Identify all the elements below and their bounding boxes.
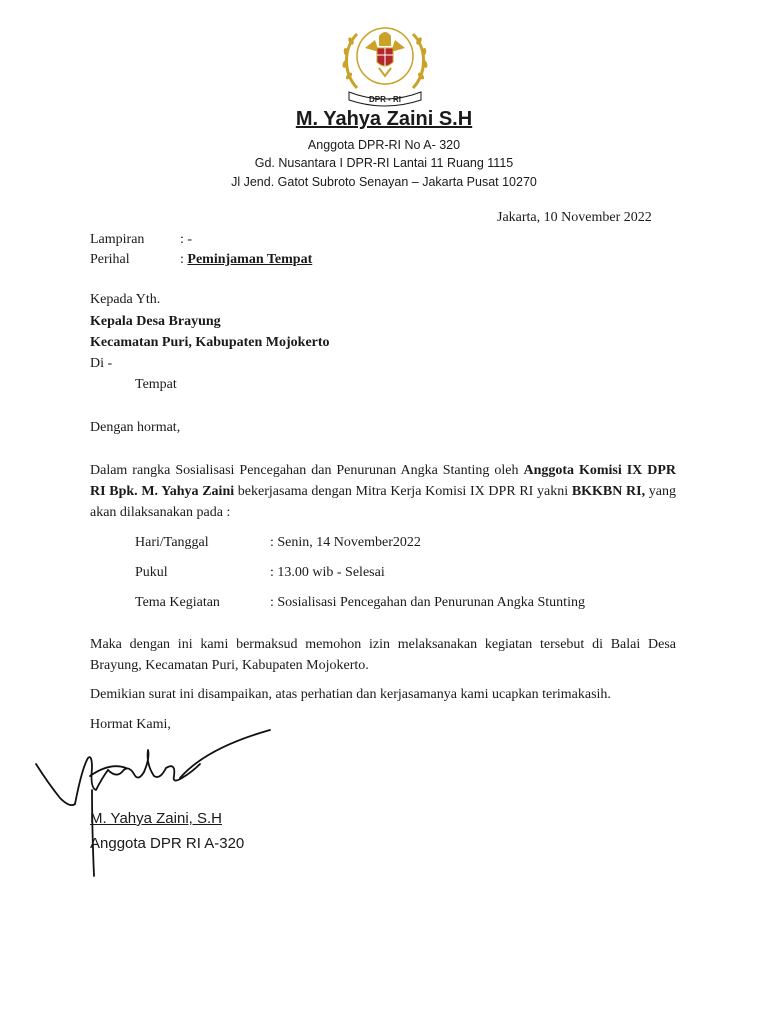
request-paragraph: Maka dengan ini kami bermaksud memohon izin melaksanakan kegiatan tersebut di Balai Desa Brayung, Kecamatan Puri, Kabupaten Mojokerto. [90, 637, 676, 673]
recipient-di: Di - [90, 356, 113, 371]
letterhead-address: Jl Jend. Gatot Subroto Senayan – Jakarta Pusat 10270 [231, 175, 537, 189]
perihal-label: Perihal [90, 252, 130, 267]
lampiran-value: : - [180, 232, 193, 247]
intro-part1: Dalam rangka Sosialisasi Pencegahan dan Penurunan Angka Stanting oleh [90, 463, 524, 478]
recipient-salutation: Kepada Yth. [90, 292, 161, 307]
intro-part2: bekerjasama dengan Mitra Kerja Komisi IX DPR RI yakni [234, 484, 572, 499]
emblem-banner-text: DPR - RI [369, 95, 401, 104]
letterhead-name: M. Yahya Zaini S.H [295, 108, 473, 130]
signature-title: Anggota DPR RI A-320 [90, 835, 245, 852]
detail-value-theme: : Sosialisasi Pencegahan dan Penurunan Angka Stunting [270, 595, 585, 610]
greeting: Dengan hormat, [90, 420, 181, 435]
lampiran-label: Lampiran [90, 232, 145, 247]
intro-paragraph [90, 460, 676, 523]
intro-bold1: Anggota Komisi IX DPR RI Bpk. M. Yahya Zaini [90, 463, 677, 499]
perihal-colon: : [180, 252, 184, 267]
intro-bold2: BKKBN RI, [571, 484, 646, 499]
detail-label-time: Pukul [135, 565, 168, 580]
detail-label-theme: Tema Kegiatan [135, 595, 220, 610]
perihal-value-wrap [180, 252, 312, 268]
closing-paragraph: Demikian surat ini disampaikan, atas perhatian dan kerjasamanya kami ucapkan terimakasih. [90, 687, 611, 702]
dpr-ri-emblem-icon [335, 18, 435, 110]
detail-label-date: Hari/Tanggal [135, 535, 209, 550]
signature-name: M. Yahya Zaini, S.H [90, 810, 222, 827]
intro-part3: yang akan dilaksanakan pada : [90, 484, 677, 520]
letterhead-member-number: Anggota DPR-RI No A- 320 [307, 138, 461, 152]
recipient-line1: Kepala Desa Brayung [90, 314, 221, 329]
letter-date: Jakarta, 10 November 2022 [497, 210, 652, 225]
signature-icon [30, 728, 280, 878]
recipient-line2: Kecamatan Puri, Kabupaten Mojokerto [90, 335, 330, 350]
detail-value-date: : Senin, 14 November2022 [270, 535, 421, 550]
recipient-tempat: Tempat [135, 377, 177, 392]
letterhead-building: Gd. Nusantara I DPR-RI Lantai 11 Ruang 1115 [254, 156, 514, 170]
regards: Hormat Kami, [90, 717, 171, 732]
perihal-value: Peminjaman Tempat [187, 252, 313, 267]
detail-value-time: : 13.00 wib - Selesai [270, 565, 385, 580]
